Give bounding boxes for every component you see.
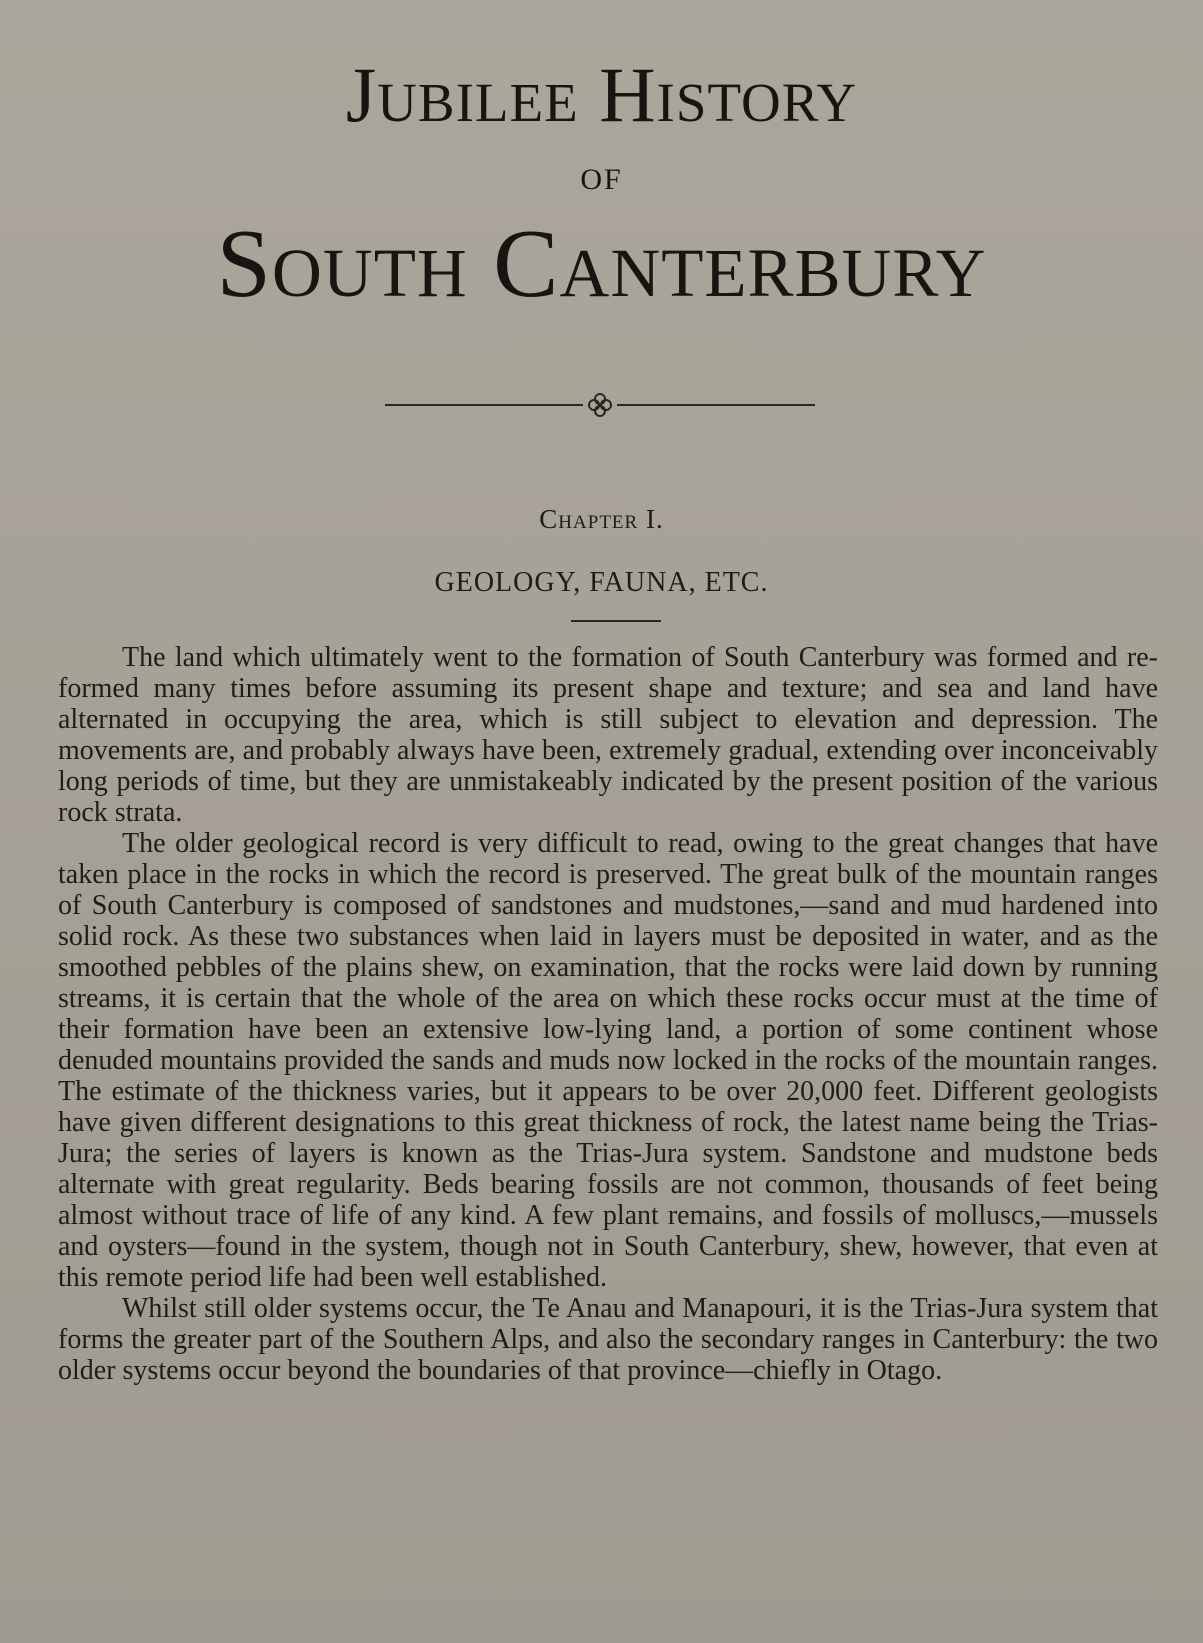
chapter-number: Chapter I. (539, 504, 664, 534)
body-text (58, 642, 1158, 1386)
book-title-of: OF (580, 163, 623, 196)
ornament-divider (385, 390, 855, 420)
book-title-line1: Jubilee History (345, 51, 858, 138)
book-title-line2: South Canterbury (216, 210, 987, 318)
paragraph-3: Whilst still older systems occur, the Te Anau and Manapouri, it is the Trias-Jura system that forms the greater part of the Southern Alps, and also the secondary ranges in Canterbury: the two older systems occur beyond the boundaries of that province—chiefly in Otago. (58, 1293, 1158, 1386)
paragraph-2: The older geological record is very difficult to read, owing to the great changes that have taken place in the rocks in which the record is preserved. The great bulk of the mountain ranges of South Canterbury is composed of sandstones and mudstones,—sand and mud hardened into solid rock. As these two substances when laid in layers must be deposited in water, and as the smoothed pebbles of the plains shew, on examination, that the rocks were laid down by running streams, it is certain that the whole of the area on which these rocks occur must at the time of their formation have been an extensive low-lying land, a portion of some continent whose denuded mountains provided the sands and muds now locked in the rocks of the mountain ranges. The estimate of the thickness varies, but it appears to be over 20,000 feet. Different geologists have given different designations to this great thickness of rock, the latest name being the Trias-Jura; the series of layers is known as the Trias-Jura system. Sandstone and mudstone beds alternate with great regularity. Beds bearing fossils are not common, thousands of feet being almost without trace of life of any kind. A few plant remains, and fossils of molluscs,—mussels and oysters—found in the system, though not in South Canterbury, shew, however, that even at this remote period life had been well established. (58, 828, 1158, 1293)
chapter-title: GEOLOGY, FAUNA, ETC. (434, 567, 769, 598)
paragraph-1: The land which ultimately went to the formation of South Canterbury was formed and re-formed many times before assuming its present shape and texture; and sea and land have alternated in occupying the area, which is still subject to elevation and depression. The movements are, and probably always have been, extremely gradual, extending over inconceivably long periods of time, but they are unmistakeably indicated by the present position of the various rock strata. (58, 642, 1158, 828)
chapter-rule (571, 620, 661, 622)
